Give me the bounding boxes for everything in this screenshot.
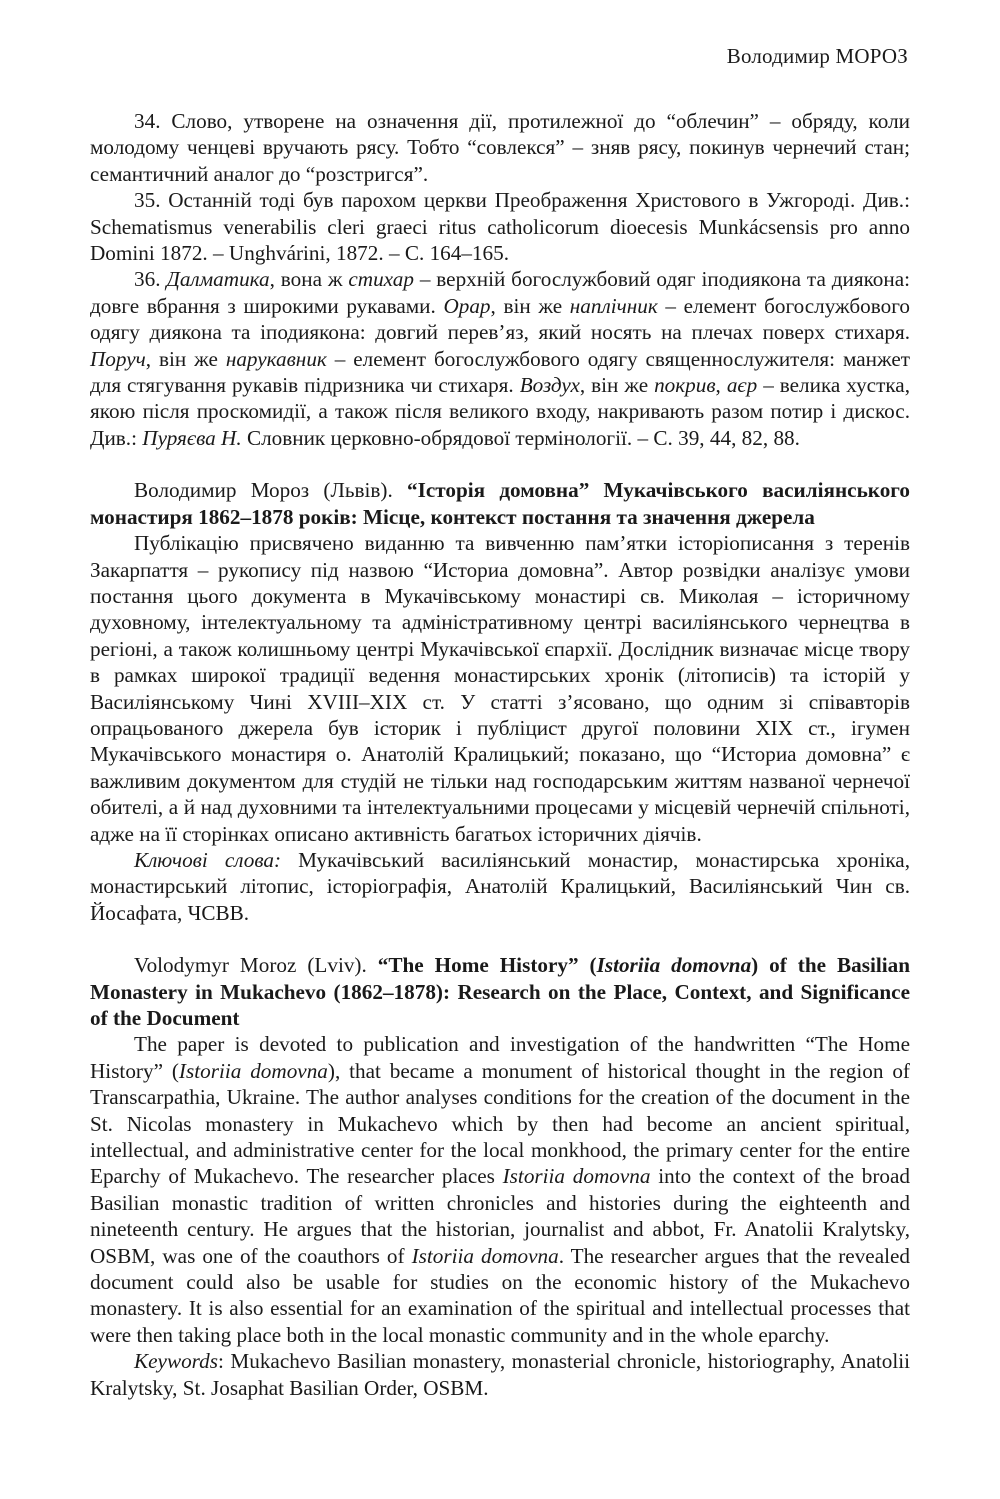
footnote-36-text: Словник церковно-обрядової термінології. – С. 39, 44, 82, 88.: [241, 425, 800, 450]
keywords-list: : Mukachevo Basilian monastery, monasterial chronicle, historiography, Anatolii Kralytsky, St. Josaphat Basilian Order, OSBM.: [90, 1349, 910, 1400]
abstract-uk-text: Публікацію присвячено виданню та вивченню пам’ятки історіописання з теренів Закарпаття – рукопису під назвою “Историа домовна”. Автор розвідки аналізує умови постання цього документа в Мукачівському монастирі св. Миколая – історичному духовному, інтелектуальному та адміністративному центрі василіянського чернецтва в регіоні, а також колишньому центрі Мукачівської єпархії. Дослідник визначає місце твору в рамках широкої традиції ведення монастирських хронік (літописів) та історій у Василіянському Чині XVIII–XIX ст. У статті з’ясовано, що одним зі співавторів опрацьованого джерела був історик і публіцист другої половини XIX ст., ігумен Мукачівського монастиря о. Анатолій Кралицький; показано, що “Историа домовна” є важливим документом для студій не тільки над господарським життям названої чернечої обителі, а й над духовними та інтелектуальними процесами у місцевій чернечій спільноті, адже на її сторінках описано активність багатьох історичних діячів.: [90, 531, 910, 846]
term-stykhar: стихар: [348, 267, 414, 292]
abstract-en-title-part: ) of the Basilian Monastery in Mukachevo (1862–1878): Research on the Place, Context, and Significance of the Document: [90, 953, 910, 1030]
abstract-en-title-italic: Istoriia domovna: [596, 953, 752, 978]
keywords-label: Ключові слова:: [134, 847, 282, 872]
footnote-36-text: , вона ж: [269, 267, 349, 292]
work-title: Istoriia domovna: [502, 1164, 651, 1189]
abstract-en-author: Volodymyr Moroz (Lviv).: [134, 953, 378, 978]
keywords-label: Keywords: [134, 1349, 218, 1374]
footnote-36-text: ,: [715, 373, 727, 398]
abstract-en-text: [90, 1031, 910, 1348]
footnote-34: 34. Слово, утворене на означення дії, протилежної до “облечин” – обряду, коли молодому ченцеві вручають рясу. Тобто “совлекся” – зняв рясу, покинув чернечий стан; семантичний аналог до “розстригся”.: [90, 109, 910, 186]
abstract-en-text-part: The paper is devoted to publication and investigation of the handwritten “The Home History” (: [90, 1032, 910, 1083]
abstract-en-text-part: . The researcher argues that the revealed document could also be usable for studies on the economic history of the Mukachevo monastery. It is also essential for an examination of the spiritual and intellectual processes that were then taking place both in the local monastic community and in the whole eparchy.: [90, 1243, 910, 1347]
abstract-uk-heading: [90, 477, 910, 530]
abstract-uk-keywords: [90, 847, 910, 926]
term-narukavnyk: нарукавник: [225, 346, 327, 371]
term-orar: Орар: [443, 293, 491, 318]
term-pokryv: покрив: [654, 373, 716, 398]
footnote-36-text: – елемент богослужбового одягу священнослужителя: манжет для стягування рукавів підризника чи стихаря.: [90, 346, 911, 398]
abstract-en-text-part: into the context of the broad Basilian monastic tradition of written chronicles and histories during the eighteenth and nineteenth century. He argues that the historian, journalist and abbot, Fr. Anatolii Kralytsky, OSBM, was one of the coauthors of: [90, 1164, 910, 1268]
work-title: Istoriia domovna: [411, 1243, 559, 1268]
keywords-list: Мукачівський василіянський монастир, монастирська хроніка, монастирський літопис, історіографія, Анатолій Кралицький, Василіянський Чин св. Йосафата, ЧСВВ.: [90, 847, 911, 925]
abstract-en-text-part: ), that became a monument of historical thought in the region of Transcarpathia, Ukraine. The author analyses conditions for the creation of the document in the St. Nicolas monastery in Mukachevo which by then had become an ancient spiritual, intellectual, and administrative center for the local monkhood, the primary center for the entire Eparchy of Mukachevo. The researcher places: [90, 1058, 910, 1189]
term-aer: аєр: [726, 373, 758, 398]
footnote-36: [90, 266, 910, 451]
section-gap: [90, 926, 910, 952]
abstract-uk-author: Володимир Мороз (Львів).: [134, 478, 407, 503]
footnote-36-text: , він же: [490, 293, 570, 318]
page-body: [90, 108, 910, 1401]
cited-author: Пуряєва Н.: [142, 425, 242, 450]
abstract-en-heading: [90, 952, 910, 1031]
footnote-36-text: – елемент богослужбового одягу диякона та іподиякона: довгий перев’яз, який носять на плечах поверх стихаря.: [90, 293, 910, 345]
abstract-en-title-part: “The Home History” (: [377, 953, 597, 978]
work-title: Istoriia domovna: [178, 1058, 328, 1083]
term-dalmatyka: Далматика: [166, 267, 270, 292]
term-poruch: Поруч: [90, 346, 146, 371]
footnote-35: 35. Останній тоді був парохом церкви Преображення Христового в Ужгороді. Див.: Schematismus venerabilis cleri graeci ritus catholicorum dioecesis Munkácsensis pro anno Domini 1872. – Unghvárini, 1872. – С. 164–165.: [90, 188, 910, 266]
footnote-36-text: – верхній богослужбовий одяг іподиякона та диякона: довге вбрання з широкими рукавами.: [90, 267, 911, 318]
term-naplichnyk: наплічник: [569, 293, 658, 318]
term-vozdukh: Воздух: [519, 373, 580, 398]
abstract-en-keywords: [90, 1348, 910, 1401]
footnote-36-number: 36.: [134, 267, 167, 292]
abstract-uk-title: “Історія домовна” Мукачівського василіянського монастиря 1862–1878 років: Місце, контекст постання та значення джерела: [90, 478, 910, 529]
running-head: Володимир МОРОЗ: [726, 44, 908, 68]
footnote-36-text: , він же: [579, 373, 655, 398]
footnote-36-text: , він же: [145, 346, 226, 371]
section-gap: [90, 451, 910, 477]
footnote-36-text: – велика хустка, якою після проскомидії, а також після великого входу, накривають разом потир і дискос. Див.:: [90, 373, 910, 450]
